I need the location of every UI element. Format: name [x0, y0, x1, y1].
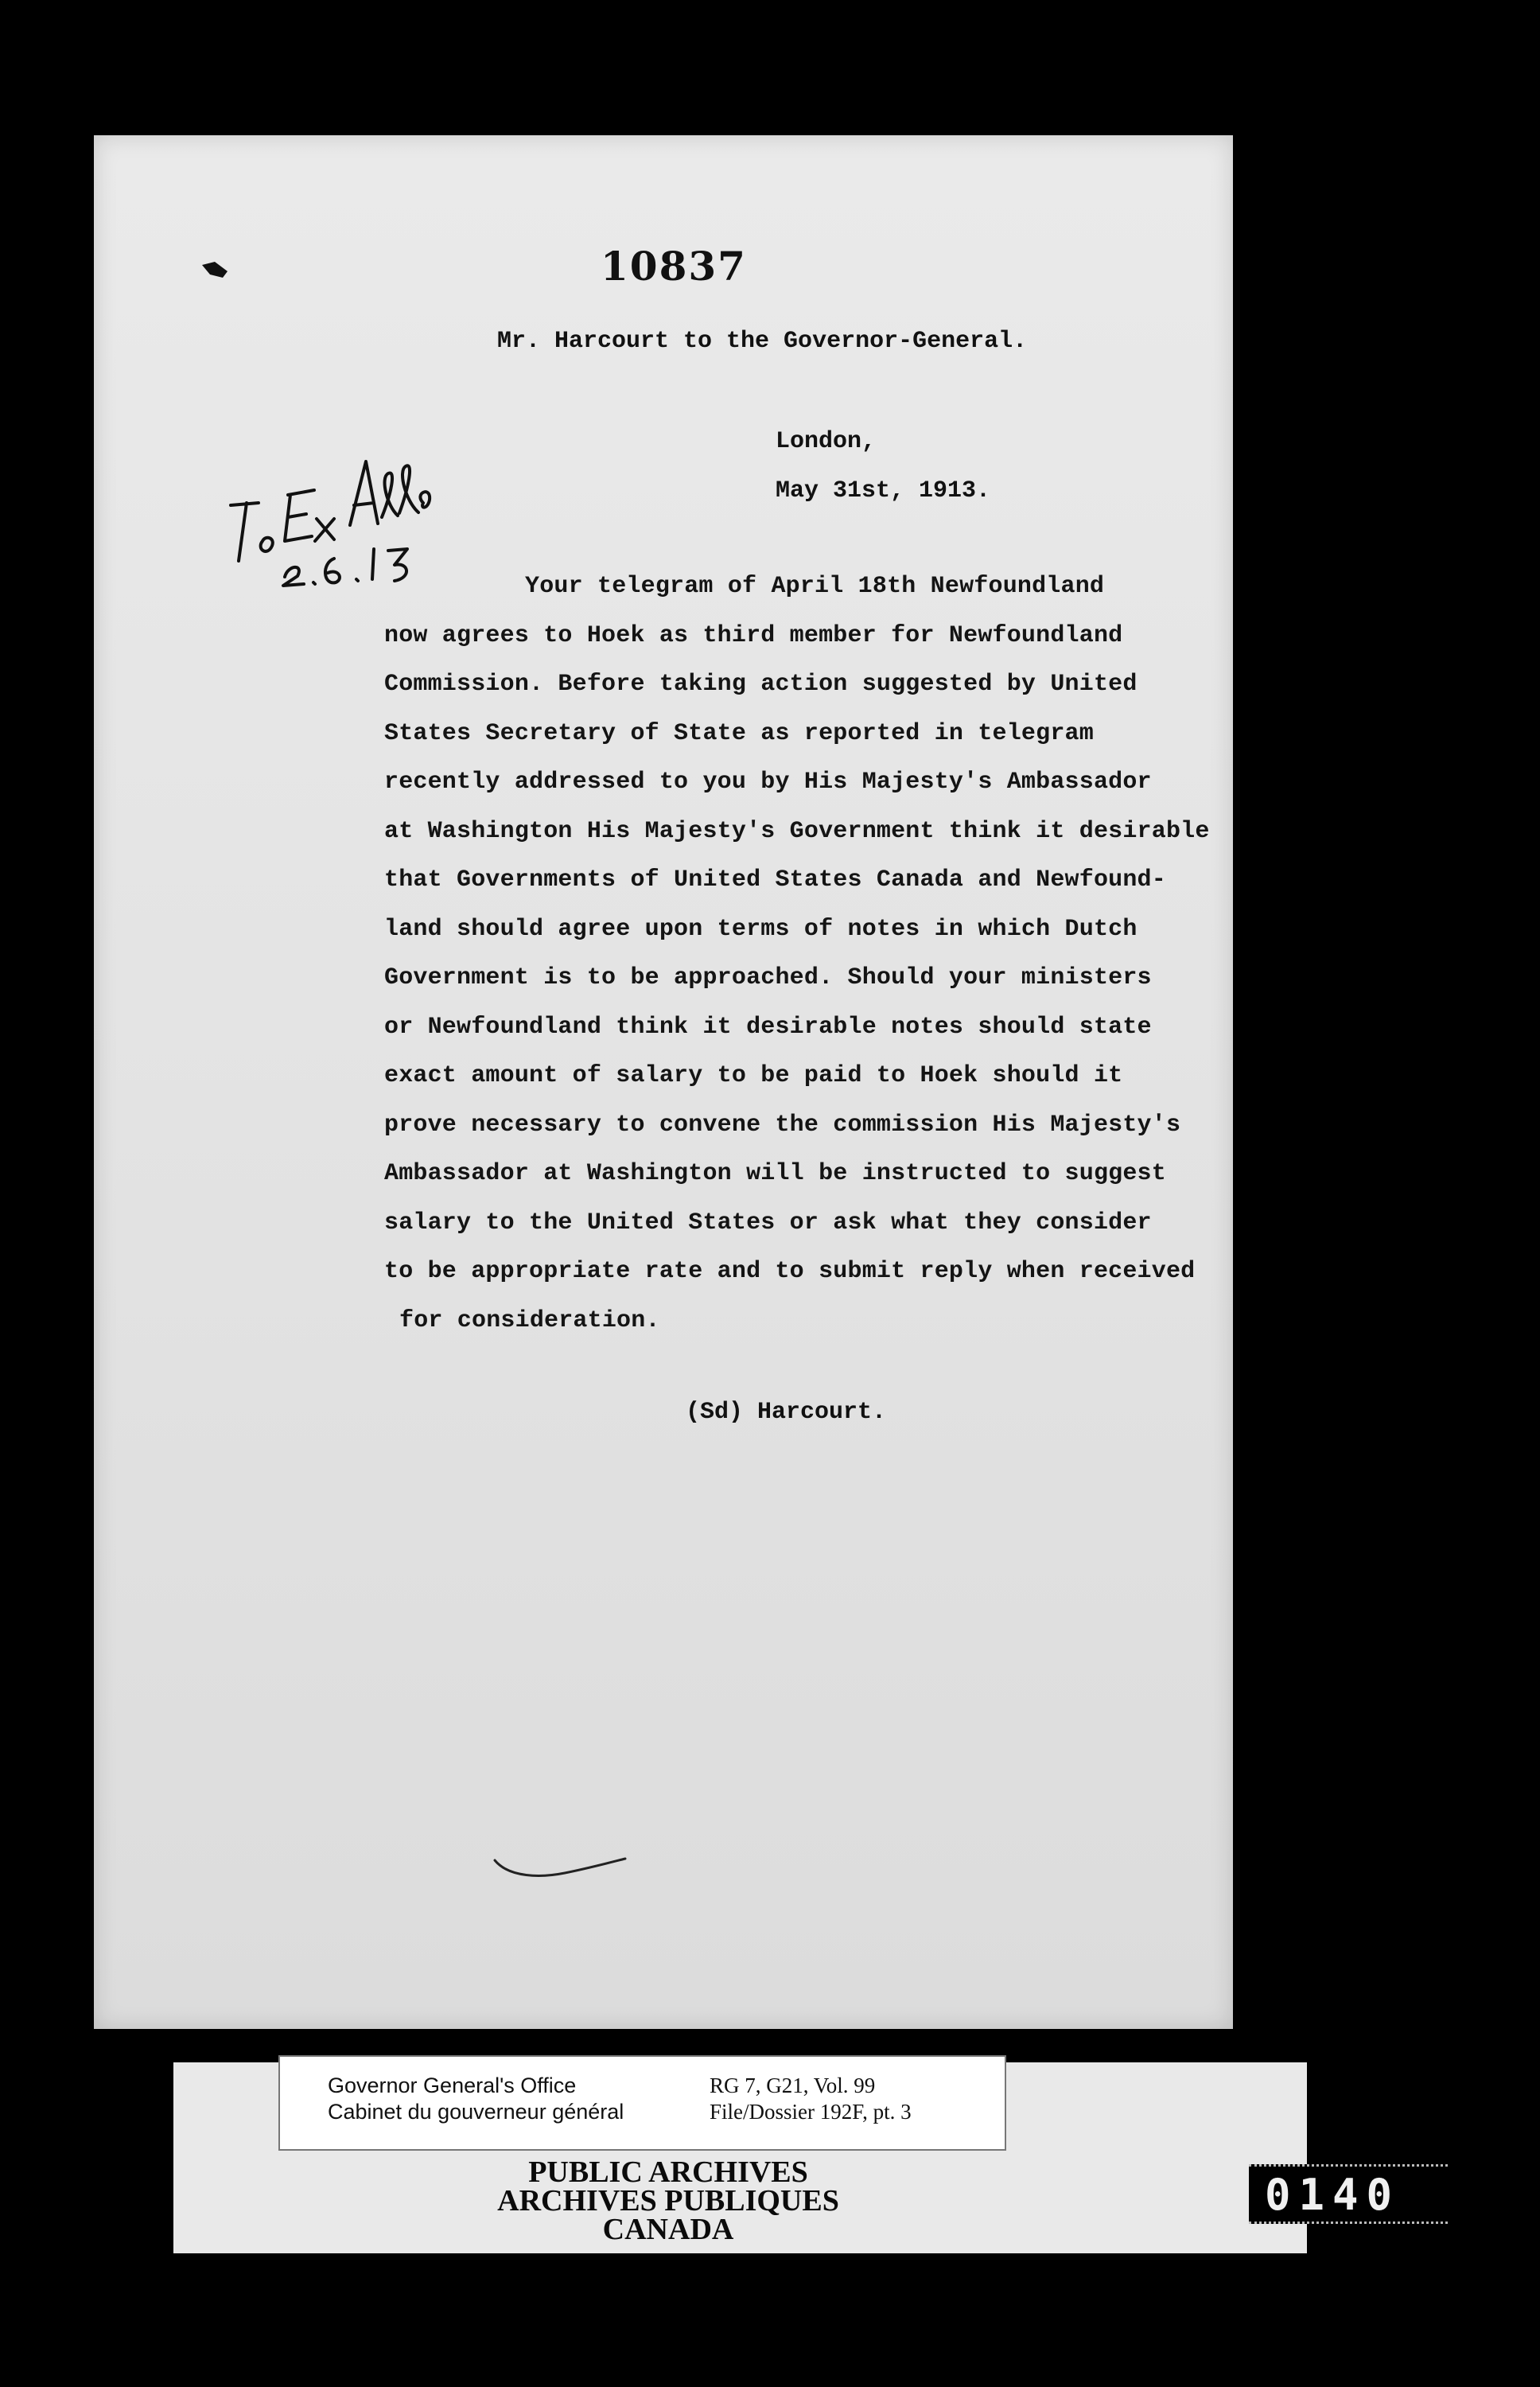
body-line: Your telegram of April 18th Newfoundland — [525, 573, 1105, 600]
archives-title-fr: ARCHIVES PUBLIQUES — [497, 2184, 839, 2218]
pen-stroke-mark — [493, 1854, 628, 1886]
archives-country: CANADA — [602, 2213, 734, 2246]
file-reference — [710, 2073, 912, 2125]
body-line: at Washington His Majesty's Government think it desirable — [384, 817, 1210, 845]
archives-title — [461, 2155, 875, 2246]
body-line: to be appropriate rate and to submit reply when received — [384, 1258, 1196, 1285]
office-names — [328, 2073, 624, 2125]
ink-blot — [200, 260, 229, 279]
body-line: now agrees to Hoek as third member for Newfoundland — [384, 621, 1123, 649]
body-line: for consideration. — [399, 1306, 660, 1334]
body-line: prove necessary to convene the commission His Majesty's — [384, 1111, 1181, 1139]
file-number: File/Dossier 192F, pt. 3 — [710, 2100, 912, 2124]
document-heading: Mr. Harcourt to the Governor-General. — [497, 328, 1028, 355]
office-name-en: Governor General's Office — [328, 2074, 577, 2097]
body-line: States Secretary of State as reported in telegram — [384, 719, 1094, 747]
body-line: salary to the United States or ask what they consider — [384, 1209, 1152, 1236]
body-line: exact amount of salary to be paid to Hoek should it — [384, 1062, 1123, 1089]
body-line: Commission. Before taking action suggested by United — [384, 671, 1138, 698]
body-line: land should agree upon terms of notes in which Dutch — [384, 915, 1138, 943]
body-line: Government is to be approached. Should your ministers — [384, 964, 1152, 991]
body-line: recently addressed to you by His Majesty's Ambassador — [384, 769, 1152, 796]
record-group: RG 7, G21, Vol. 99 — [710, 2074, 876, 2097]
signature: (Sd) Harcourt. — [686, 1399, 887, 1426]
letter-place: London, — [776, 428, 877, 455]
document-number: 10837 — [601, 243, 747, 290]
handwritten-annotation — [215, 430, 461, 589]
frame-number: 0140 — [1265, 2170, 1401, 2220]
frame-counter — [1249, 2164, 1448, 2224]
letter-date: May 31st, 1913. — [776, 477, 991, 504]
archives-title-en: PUBLIC ARCHIVES — [528, 2155, 808, 2189]
body-line: or Newfoundland think it desirable notes should state — [384, 1013, 1152, 1041]
body-line: that Governments of United States Canada and Newfound- — [384, 866, 1166, 894]
office-name-fr: Cabinet du gouverneur général — [328, 2100, 624, 2124]
body-line: Ambassador at Washington will be instructed to suggest — [384, 1160, 1166, 1187]
archive-label — [278, 2055, 1006, 2151]
